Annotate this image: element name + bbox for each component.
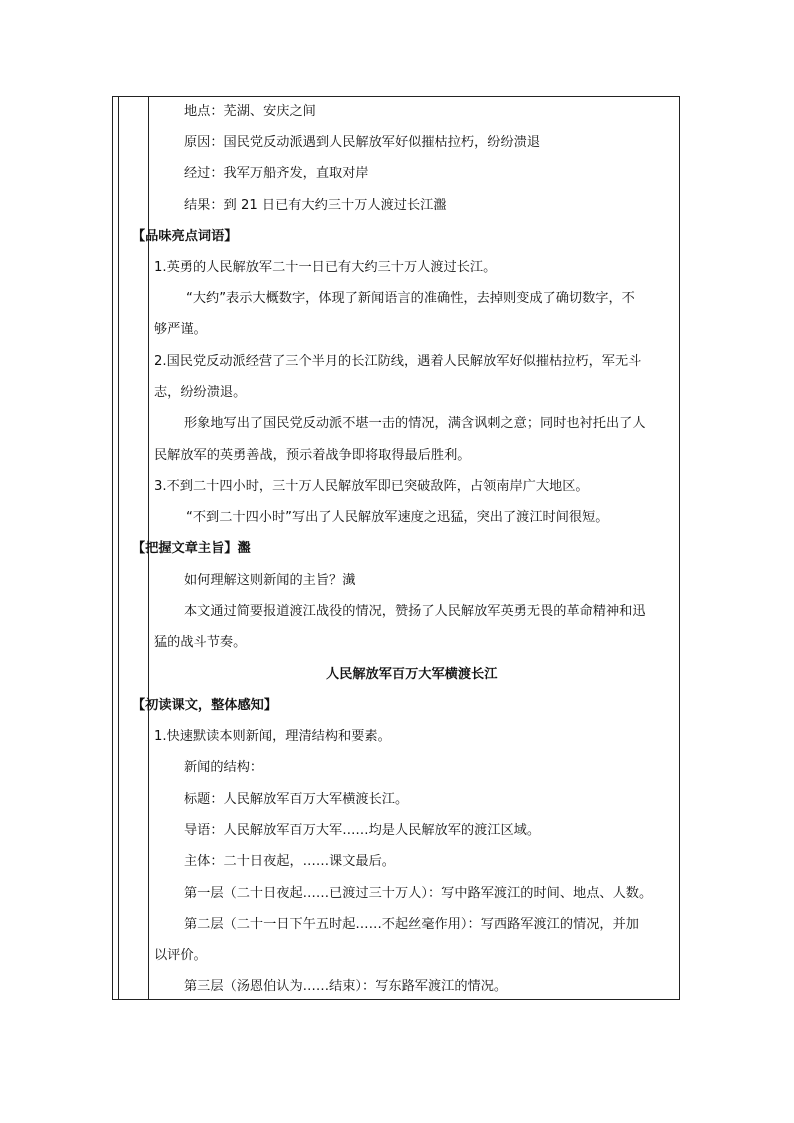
section-heading-reading: 【初读课文，整体感知】 xyxy=(132,698,278,713)
point-1: 1.英勇的人民解放军二十一日已有大约三十万人渡过长江。 xyxy=(154,260,497,275)
point-2-explain-a: 形象地写出了国民党反动派不堪一击的情况，满含讽刺之意；同时也衬托出了人 xyxy=(184,416,646,431)
point-2-a: 2.国民党反动派经营了三个半月的长江防线，遇着人民解放军好似摧枯拉朽，军无斗 xyxy=(154,354,642,369)
theme-answer-a: 本文通过简要报道渡江战役的情况，赞扬了人民解放军英勇无畏的革命精神和迅 xyxy=(184,604,646,619)
section-heading-theme: 【把握文章主旨】瀊 xyxy=(132,541,251,556)
point-3: 3.不到二十四小时，三十万人民解放军即已突破敌阵，占领南岸广大地区。 xyxy=(154,479,589,494)
point-1-explain-a: “大约”表示大概数字，体现了新闻语言的准确性，去掉则变成了确切数字，不 xyxy=(186,291,635,306)
reading-task: 1.快速默读本则新闻，理清结构和要素。 xyxy=(154,729,391,744)
structure-layer-2-b: 以评价。 xyxy=(154,948,207,963)
point-1-explain-b: 够严谨。 xyxy=(154,322,207,337)
reason-line: 原因：国民党反动派遇到人民解放军好似摧枯拉朽，纷纷溃退 xyxy=(184,135,541,150)
point-2-b: 志，纷纷溃退。 xyxy=(154,385,247,400)
structure-lead: 导语：人民解放军百万大军……均是人民解放军的渡江区域。 xyxy=(184,823,541,838)
process-line: 经过：我军万船齐发，直取对岸 xyxy=(184,166,369,181)
location-line: 地点：芜湖、安庆之间 xyxy=(184,104,316,119)
point-2-explain-b: 民解放军的英勇善战，预示着战争即将取得最后胜利。 xyxy=(154,448,471,463)
result-line: 结果：到 21 日已有大约三十万人渡过长江瀊 xyxy=(184,198,447,213)
structure-layer-2-a: 第二层（二十一日下午五时起……不起丝毫作用）：写西路军渡江的情况，并加 xyxy=(184,917,639,932)
structure-title: 标题：人民解放军百万大军横渡长江。 xyxy=(184,792,409,807)
section-heading-words: 【品味亮点词语】 xyxy=(132,229,238,244)
theme-answer-b: 猛的战斗节奏。 xyxy=(154,635,247,650)
theme-question: 如何理解这则新闻的主旨？瀐 xyxy=(184,573,356,588)
structure-label: 新闻的结构： xyxy=(184,760,264,775)
structure-layer-3: 第三层（汤恩伯认为……结束）：写东路军渡江的情况。 xyxy=(184,979,508,994)
structure-layer-1: 第一层（二十日夜起……已渡过三十万人）：写中路军渡江的时间、地点、人数。 xyxy=(184,886,653,901)
article-title: 人民解放军百万大军横渡长江 xyxy=(326,667,498,682)
column-divider-1 xyxy=(118,97,119,999)
structure-body: 主体：二十日夜起，……课文最后。 xyxy=(184,854,395,869)
point-3-explain: “不到二十四小时”写出了人民解放军速度之迅猛，突出了渡江时间很短。 xyxy=(186,510,609,525)
